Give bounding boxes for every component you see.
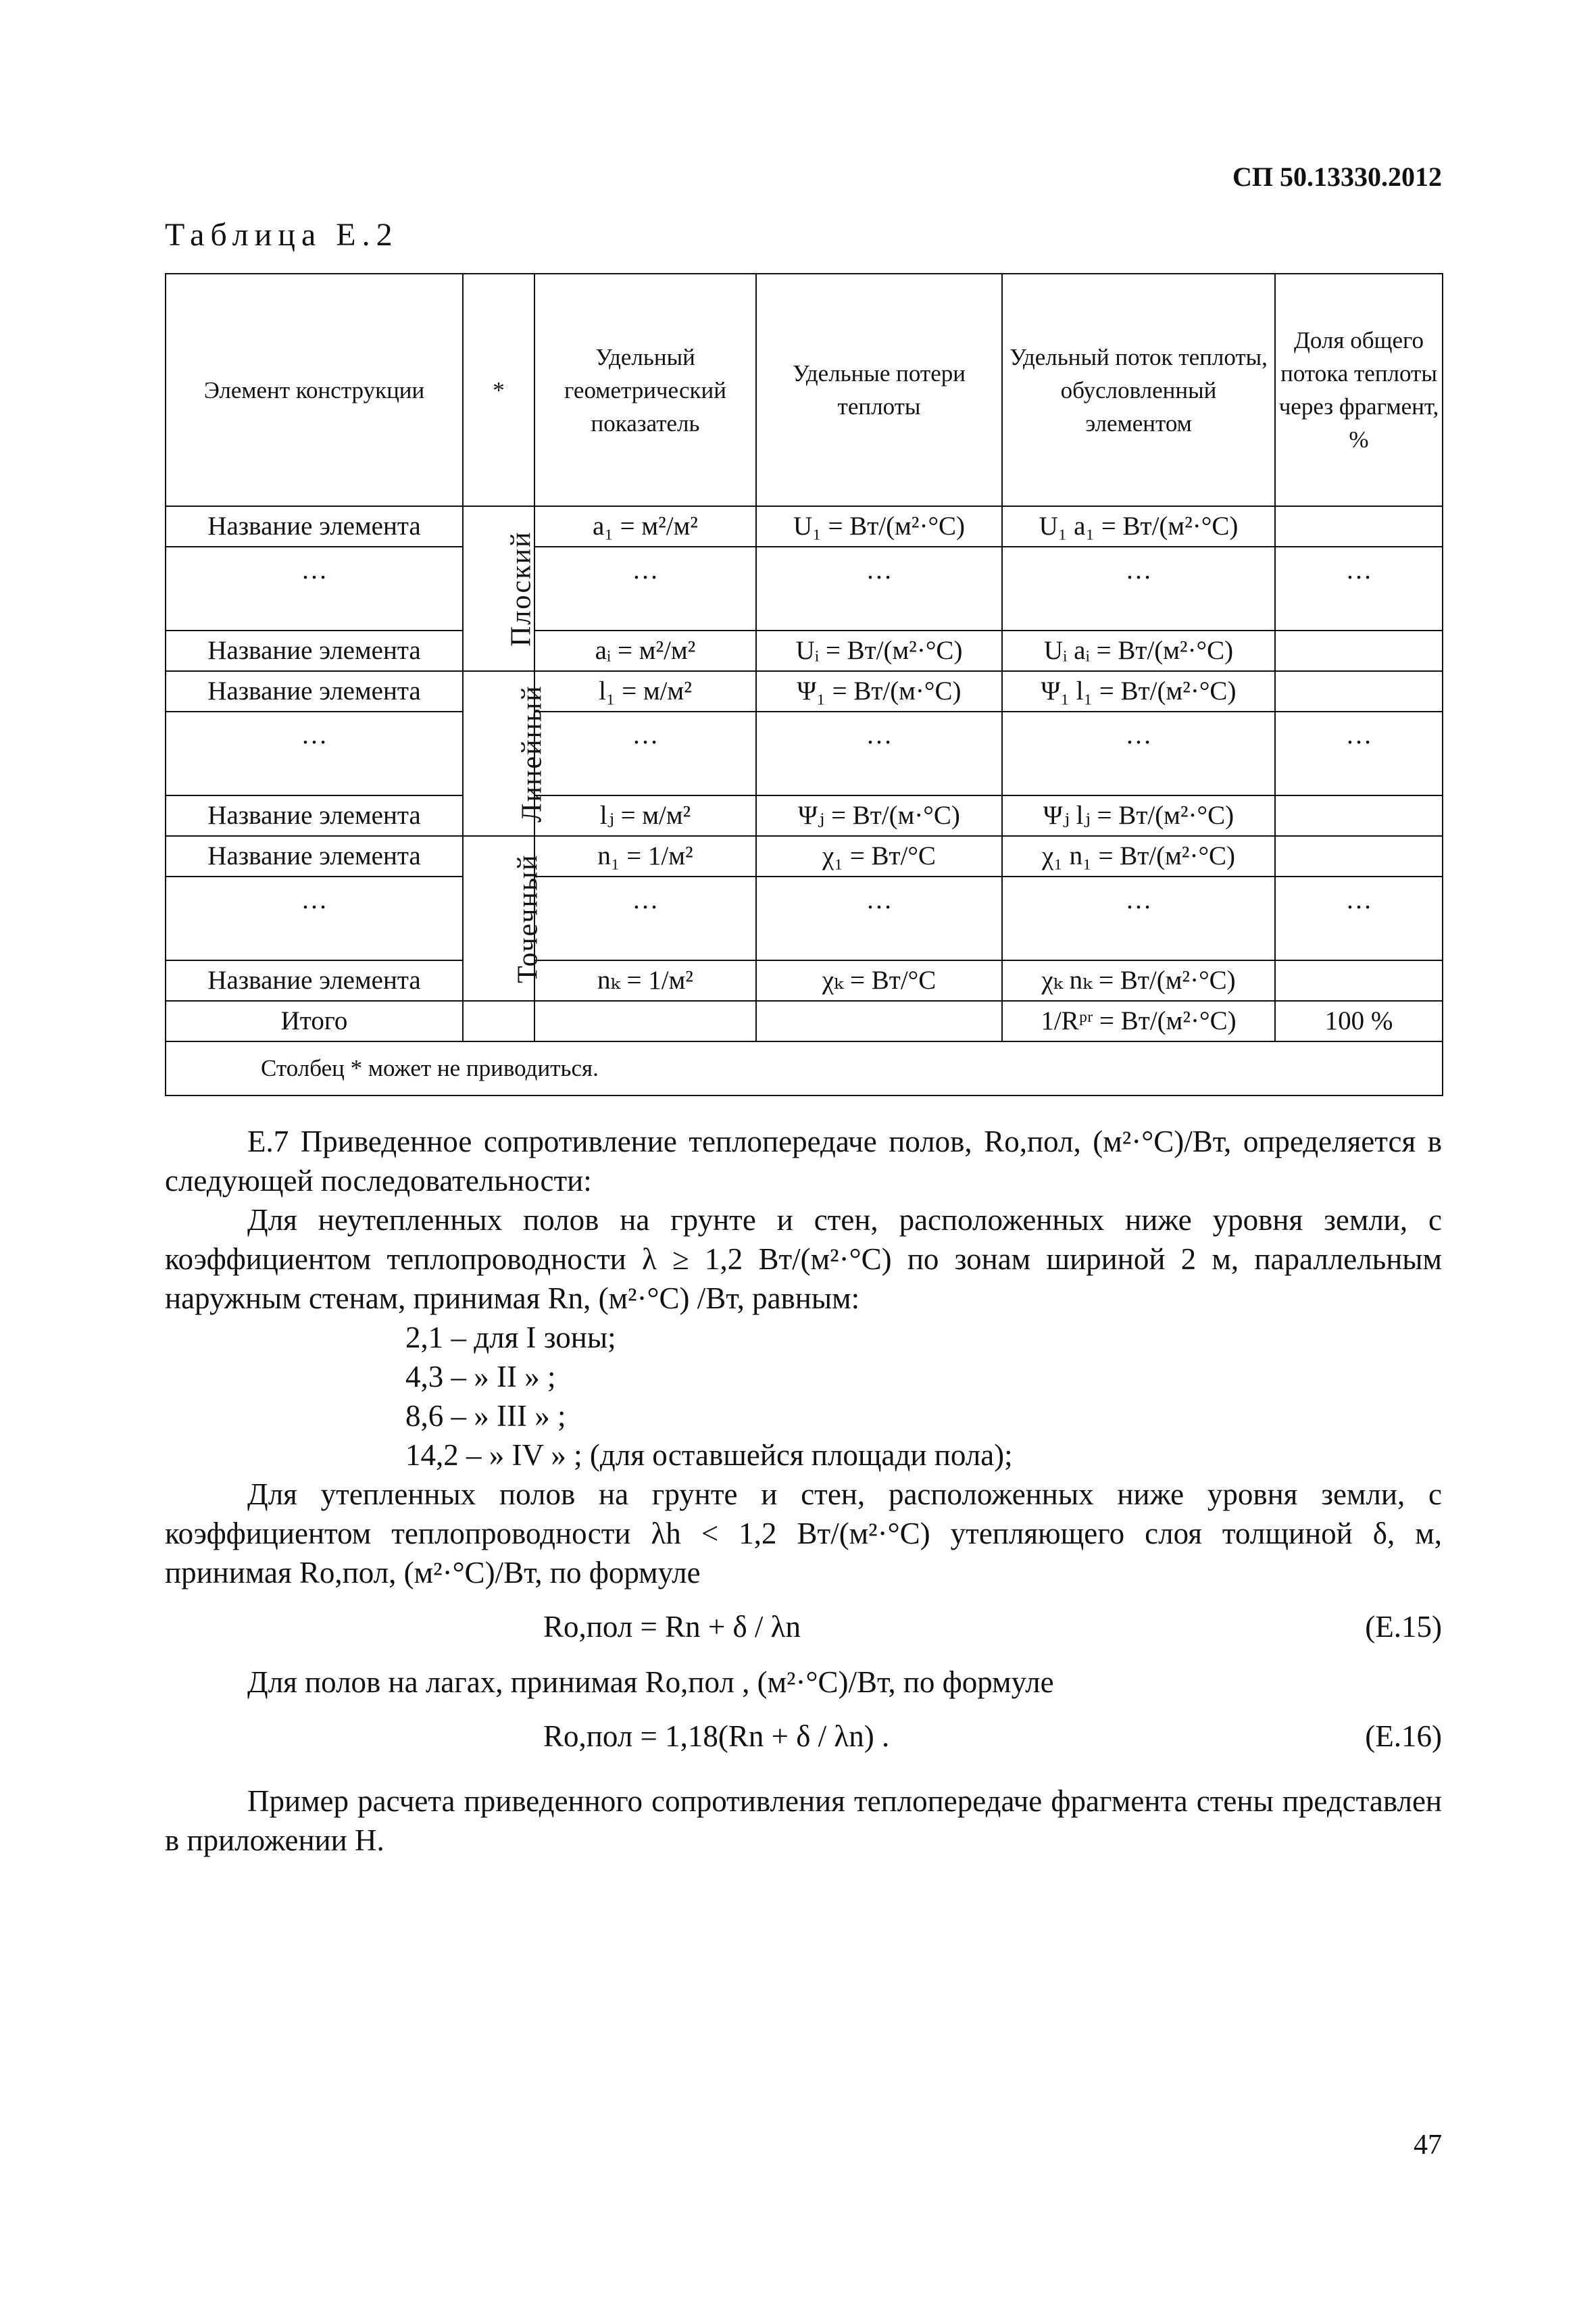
table-note: Столбец * может не приводиться. [166,1041,1443,1096]
header-losses: Удельные потери теплоты [756,274,1002,506]
cell-ellipsis: … [1275,712,1443,795]
zone-list [405,1318,1442,1475]
cell-element: Название элемента [166,671,463,712]
cell-flow: Ψⱼ lⱼ = Вт/(м²·°С) [1002,795,1275,836]
table-row [166,631,1443,671]
formula-e16-number: (Е.16) [1365,1719,1442,1753]
cell-share [1275,506,1443,547]
cell-share [1275,836,1443,877]
cell-element: Название элемента [166,506,463,547]
cell-geom: a₁ = м²/м² [534,506,756,547]
header-share: Доля общего потока теплоты через фрагмент, % [1275,274,1443,506]
cell-flow: χₖ nₖ = Вт/(м²·°С) [1002,960,1275,1001]
cell-element: Название элемента [166,795,463,836]
zone-item: 14,2 – » IV » ; (для оставшейся площади пола); [405,1438,1013,1472]
group-label-point: Точечный [463,836,534,1001]
cell-losses: Uᵢ = Вт/(м²·°С) [756,631,1002,671]
table-row [166,877,1443,960]
cell-element: Название элемента [166,631,463,671]
cell-losses: χ₁ = Вт/°С [756,836,1002,877]
cell-geom: nₖ = 1/м² [534,960,756,1001]
zone-item: 8,6 – » III » ; [405,1399,566,1433]
total-share: 100 % [1275,1001,1443,1041]
header-flow: Удельный поток теплоты, обусловленный элементом [1002,274,1275,506]
zone-item: 4,3 – » II » ; [405,1360,556,1394]
table-row [166,671,1443,712]
total-label: Итого [166,1001,463,1041]
cell-geom: n₁ = 1/м² [534,836,756,877]
group-label-linear: Линейный [463,671,534,836]
table-title: Таблица Е.2 [165,217,399,253]
paragraph-joists: Для полов на лагах, принимая Rо,пол , (м²·°С)/Вт, по формуле [247,1665,1054,1699]
table-row [166,795,1443,836]
cell-geom: aᵢ = м²/м² [534,631,756,671]
table-row [166,836,1443,877]
cell-element: Название элемента [166,960,463,1001]
cell-share [1275,795,1443,836]
table-note-row [166,1041,1443,1096]
formula-e15-number: (Е.15) [1365,1610,1442,1644]
cell-ellipsis: … [166,877,463,960]
table-row [166,960,1443,1001]
header-geom: Удельный геометрический показатель [534,274,756,506]
header-element: Элемент конструкции [166,274,463,506]
cell-ellipsis: … [1002,712,1275,795]
cell-ellipsis: … [756,712,1002,795]
paragraph-e7: Е.7 Приведенное сопротивление теплопередаче полов, Rо,пол, (м²·°С)/Вт, определяется в следующей последовательности: [165,1125,1442,1198]
paragraph-example: Пример расчета приведенного сопротивления теплопередаче фрагмента стены представлен в приложении Н. [165,1784,1442,1857]
formula-e15 [165,1592,1442,1663]
cell-ellipsis: … [534,547,756,631]
cell-empty [534,1001,756,1041]
cell-ellipsis: … [166,547,463,631]
table-row [166,712,1443,795]
cell-losses: U₁ = Вт/(м²·°С) [756,506,1002,547]
cell-ellipsis: … [756,547,1002,631]
cell-ellipsis: … [1002,877,1275,960]
cell-element: Название элемента [166,836,463,877]
table-total-row [166,1001,1443,1041]
cell-geom: l₁ = м/м² [534,671,756,712]
cell-ellipsis: … [1275,877,1443,960]
table-row [166,506,1443,547]
cell-ellipsis: … [534,712,756,795]
cell-losses: Ψⱼ = Вт/(м·°С) [756,795,1002,836]
cell-losses: χₖ = Вт/°С [756,960,1002,1001]
thermal-elements-table [165,273,1443,1096]
cell-share [1275,671,1443,712]
cell-ellipsis: … [1275,547,1443,631]
cell-share [1275,631,1443,671]
cell-ellipsis: … [1002,547,1275,631]
formula-e16-text: Rо,пол = 1,18(Rn + δ / λn) . [543,1719,890,1753]
cell-flow: Uᵢ aᵢ = Вт/(м²·°С) [1002,631,1275,671]
cell-ellipsis: … [534,877,756,960]
body-text [165,1122,1442,1860]
paragraph-insulated: Для утепленных полов на грунте и стен, расположенных ниже уровня земли, с коэффициентом теплопроводности λh < 1,2 Вт/(м²·°С) утепляющего слоя толщиной δ, м, принимая Rо,пол, (м²·°С)/Вт, по формуле [165,1477,1442,1590]
group-label-planar: Плоский [463,506,534,671]
table-row [166,547,1443,631]
cell-flow: Ψ₁ l₁ = Вт/(м²·°С) [1002,671,1275,712]
table-header-row [166,274,1443,506]
cell-flow: U₁ a₁ = Вт/(м²·°С) [1002,506,1275,547]
cell-share [1275,960,1443,1001]
cell-ellipsis: … [166,712,463,795]
cell-flow: χ₁ n₁ = Вт/(м²·°С) [1002,836,1275,877]
formula-e16 [165,1702,1442,1772]
cell-empty [756,1001,1002,1041]
zone-item: 2,1 – для I зоны; [405,1321,616,1354]
cell-ellipsis: … [756,877,1002,960]
cell-empty [463,1001,534,1041]
paragraph-uninsulated: Для неутепленных полов на грунте и стен, расположенных ниже уровня земли, с коэффициентом теплопроводности λ ≥ 1,2 Вт/(м²·°С) по зонам шириной 2 м, параллельным наружным стенам, принимая Rn, (м²·°С) /Вт, равным: [165,1203,1442,1315]
cell-losses: Ψ₁ = Вт/(м·°С) [756,671,1002,712]
header-star: * [463,274,534,506]
document-code: СП 50.13330.2012 [1232,162,1442,192]
cell-geom: lⱼ = м/м² [534,795,756,836]
formula-e15-text: Rо,пол = Rn + δ / λn [543,1610,801,1644]
page-number: 47 [1414,2130,1442,2161]
total-flow: 1/Rᵖʳ = Вт/(м²·°С) [1002,1001,1275,1041]
